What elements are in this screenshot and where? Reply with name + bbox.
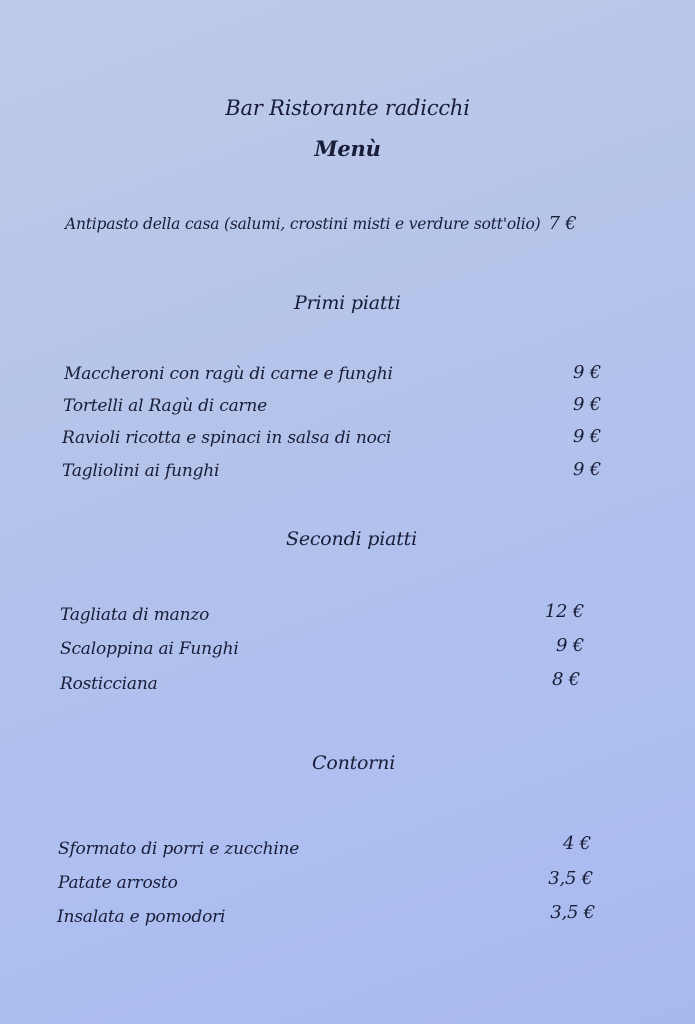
- menu-item-name: Patate arrosto: [58, 873, 178, 893]
- menu-item-price: 9 €: [572, 426, 601, 447]
- menu-item-name: Tortelli al Ragù di carne: [63, 396, 268, 416]
- menu-item-price: 4 €: [562, 833, 591, 854]
- menu-item-price: 9 €: [555, 635, 584, 656]
- menu-item-name: Insalata e pomodori: [57, 907, 226, 927]
- antipasto-price: 7 €: [548, 213, 577, 234]
- menu-title: Menù: [314, 136, 381, 161]
- menu-item-price: 9 €: [572, 459, 601, 480]
- menu-item-name: Tagliata di manzo: [60, 605, 210, 625]
- menu-item-name: Ravioli ricotta e spinaci in salsa di noci: [62, 428, 392, 448]
- menu-item-name: Rosticciana: [60, 674, 158, 694]
- menu-item-price: 12 €: [544, 601, 584, 622]
- restaurant-name: Bar Ristorante radicchi: [225, 96, 470, 120]
- section-title-contorni: Contorni: [312, 752, 396, 774]
- menu-item-name: Scaloppina ai Funghi: [60, 639, 239, 659]
- menu-item-name: Maccheroni con ragù di carne e funghi: [64, 364, 393, 384]
- section-title-secondi: Secondi piatti: [286, 528, 417, 550]
- antipasto-name: Antipasto della casa (salumi, crostini misti e verdure sott'olio): [65, 215, 541, 233]
- menu-item-price: 8 €: [551, 669, 580, 690]
- menu-item-name: Sformato di porri e zucchine: [58, 839, 300, 859]
- menu-item-name: Tagliolini ai funghi: [62, 461, 220, 481]
- antipasto-row: [65, 213, 577, 234]
- menu-item-price: 3,5 €: [550, 902, 595, 923]
- menu-item-price: 3,5 €: [548, 868, 593, 889]
- menu-item-price: 9 €: [572, 362, 601, 383]
- section-title-primi: Primi piatti: [294, 292, 401, 314]
- menu-item-price: 9 €: [572, 394, 601, 415]
